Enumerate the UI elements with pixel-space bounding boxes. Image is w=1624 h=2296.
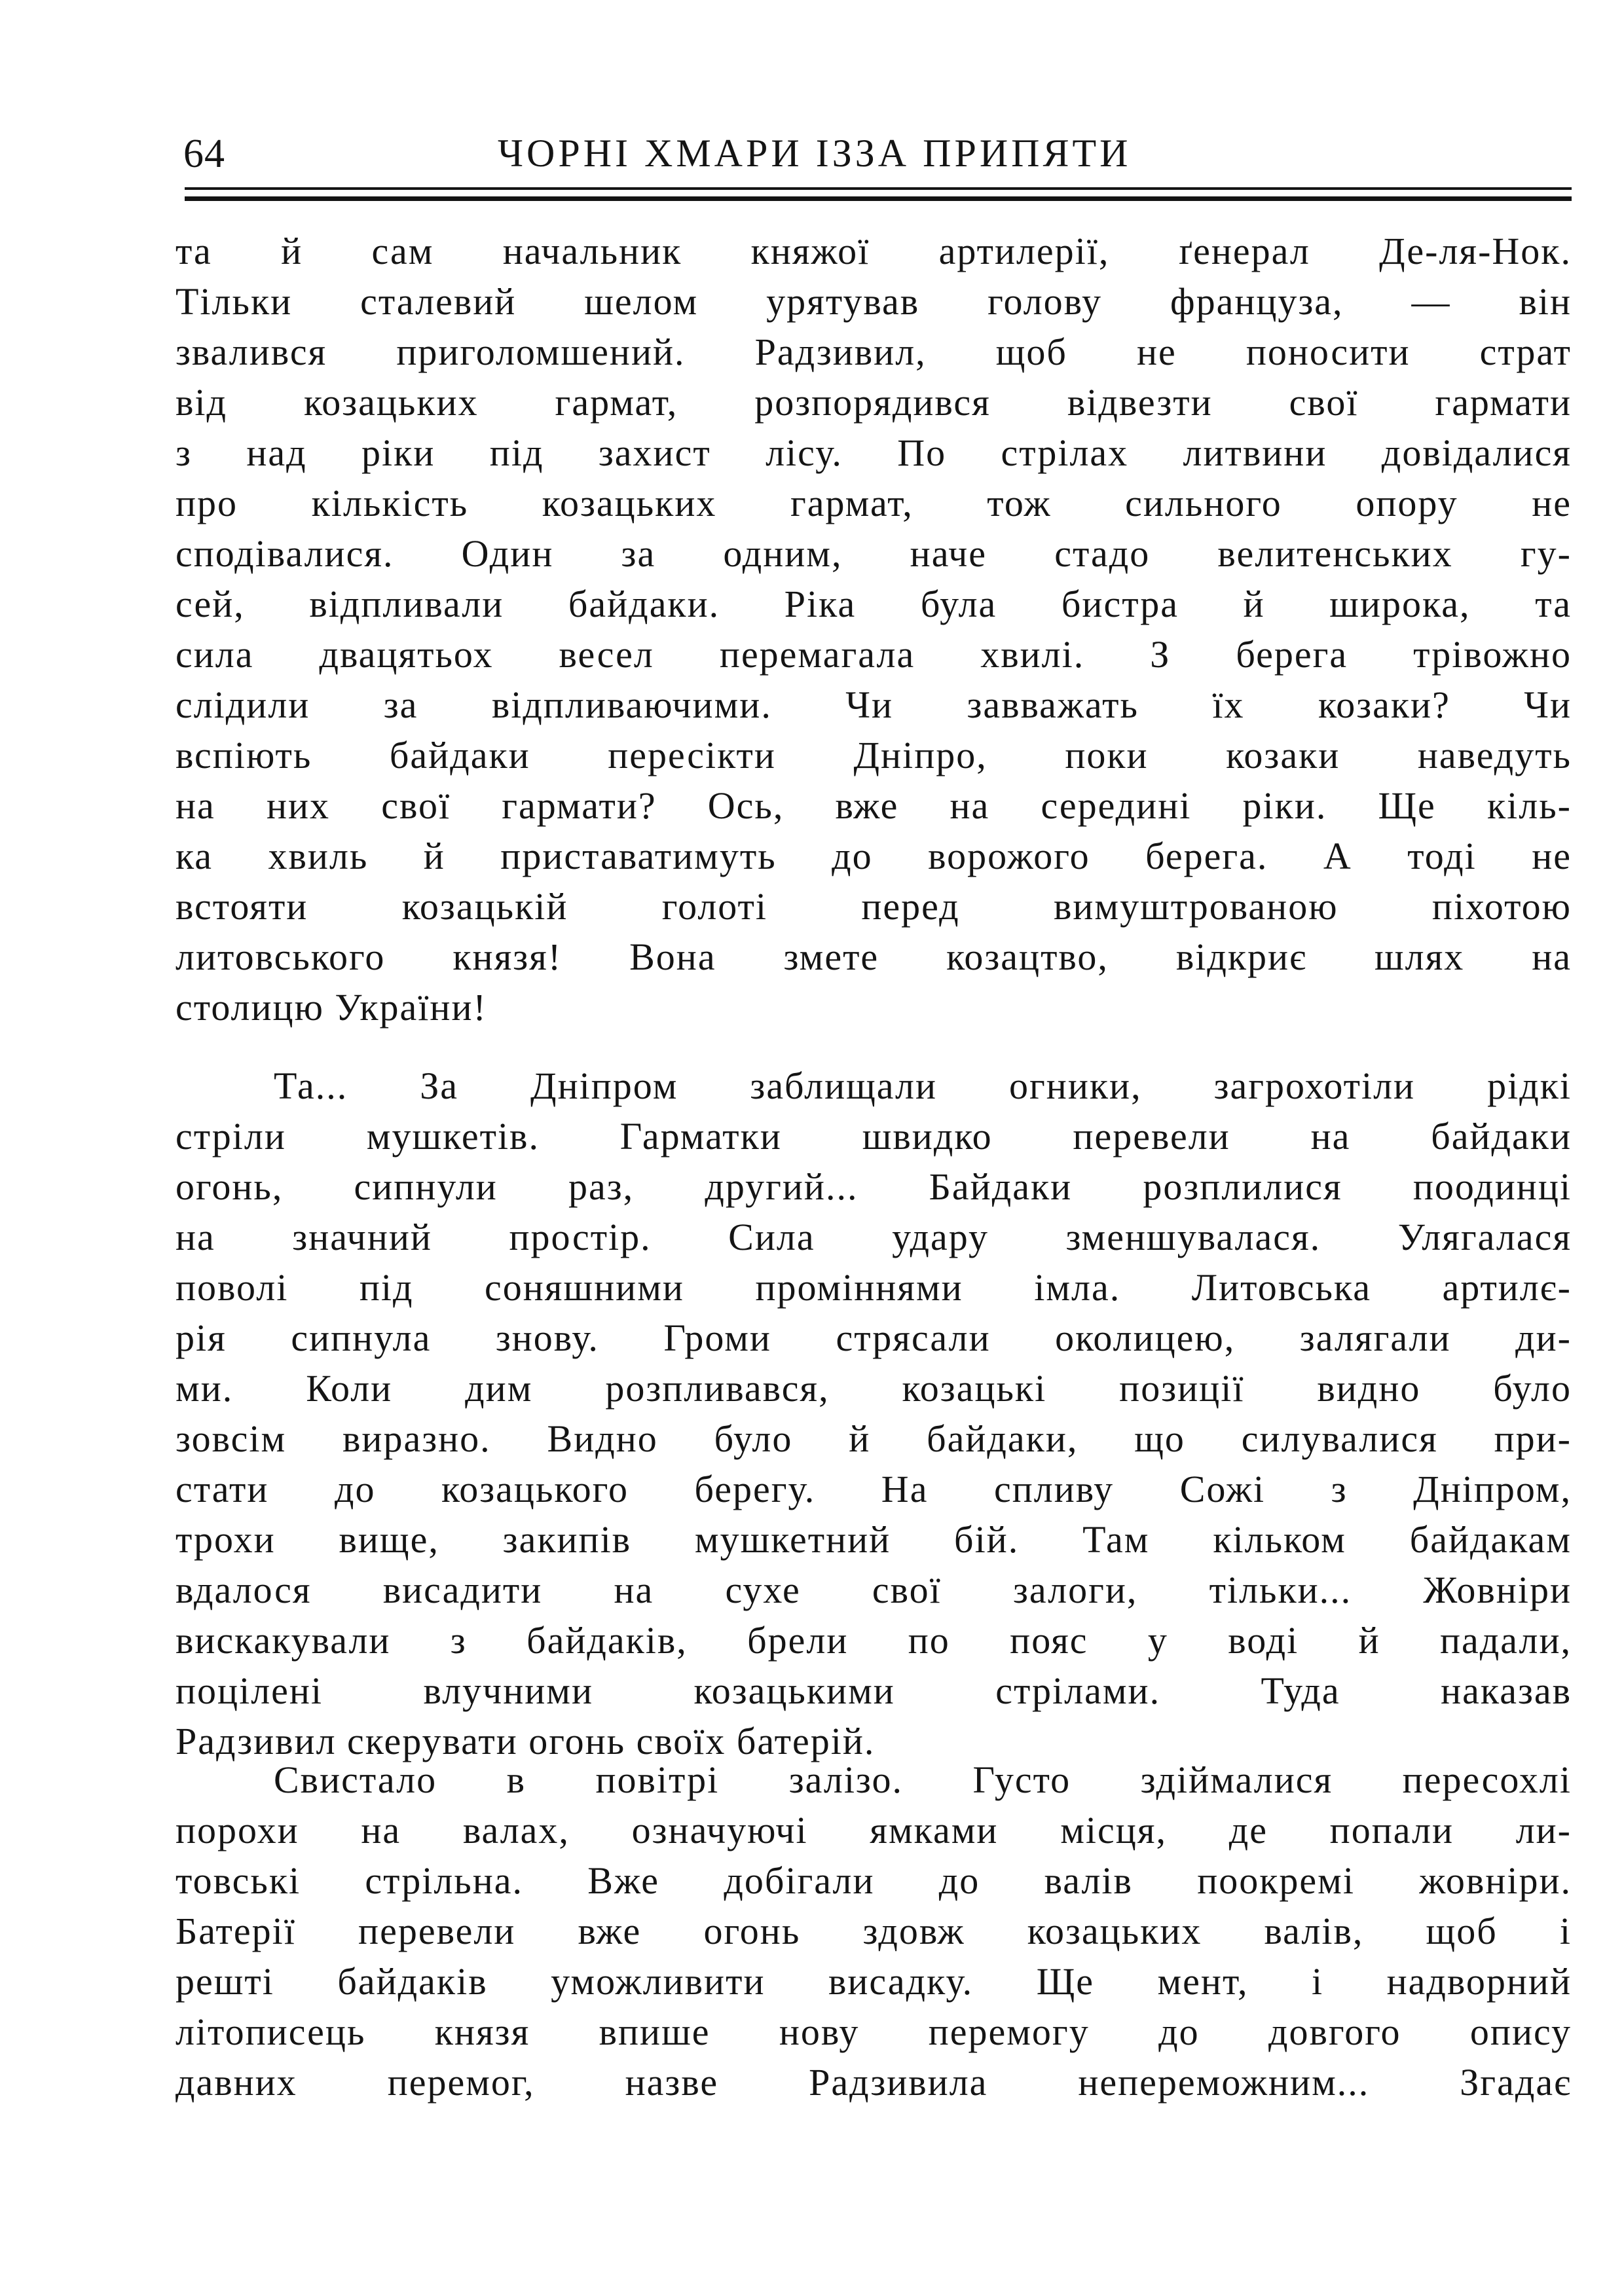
text-line: товські стрільна. Вже добігали до валів поокремі жовніри. [175,1859,1572,1902]
text-line: огонь, сипнули раз, другий... Байдаки розплилися поодинці [175,1165,1572,1208]
text-line: решті байдаків уможливити висадку. Ще мент, і надворний [175,1960,1572,2003]
text-line: про кількість козацьких гармат, тож сильного опору не [175,482,1572,524]
text-line: вискакували з байдаків, брели по пояс у воді й падали, [175,1619,1572,1662]
text-line: на них свої гармати? Ось, вже на середині ріки. Ще кіль- [175,784,1572,827]
running-title: ЧОРНІ ХМАРИ ІЗЗА ПРИПЯТИ [498,132,1132,175]
text-line: Батерії перевели вже огонь здовж козацьких валів, щоб і [175,1910,1572,1952]
text-line: ми. Коли дим розпливався, козацькі позиції видно було [175,1367,1572,1410]
text-line: поцілені влучними козацькими стрілами. Туда наказав [175,1669,1572,1712]
text-line: сила двацятьох весел перемагала хвилі. З берега трівожно [175,633,1572,676]
text-line: вдалося висадити на сухе свої залоги, тільки... Жовніри [175,1569,1572,1611]
text-line: встояти козацькій голоті перед вимуштрованою піхотою [175,885,1572,928]
text-line: порохи на валах, означуючі ямками місця, де попали ли- [175,1809,1572,1851]
paragraph-3 [175,1755,1572,2107]
text-line: від козацьких гармат, розпорядився відвезти свої гармати [175,381,1572,424]
text-line: звалився приголомшений. Радзивил, щоб не поносити страт [175,331,1572,373]
text-line: рія сипнула знову. Громи стрясали околицею, залягали ди- [175,1317,1572,1359]
text-line: стати до козацького берегу. На спливу Сожі з Дніпром, [175,1468,1572,1510]
text-line: зовсім виразно. Видно було й байдаки, що силувалися при- [175,1417,1572,1460]
text-line: сей, відпливали байдаки. Ріка була бистра й широка, та [175,583,1572,625]
text-line: на значний простір. Сила удару зменшувалася. Улягалася [175,1216,1572,1258]
text-line: Та... За Дніпром заблищали огники, загрохотіли рідкі [274,1065,1572,1107]
text-line: вспіють байдаки пересікти Дніпро, поки козаки наведуть [175,734,1572,776]
header-rule-thin [185,187,1572,190]
header-rule-thick [185,196,1572,201]
text-line: ка хвиль й приставатимуть до ворожого берега. А тоді не [175,835,1572,877]
page-number: 64 [183,132,225,176]
text-line: литовського князя! Вона змете козацтво, відкриє шлях на [175,936,1572,978]
text-line: з над ріки під захист лісу. По стрілах литвини довідалися [175,431,1572,474]
text-line: столицю України! [175,986,487,1029]
paragraph-1 [175,226,1572,1032]
paragraph-2 [175,1061,1572,1766]
text-line: сподівалися. Один за одним, наче стадо велитенських гу- [175,532,1572,575]
text-line: давних перемог, назве Радзивила непереможним... Згадає [175,2061,1572,2104]
text-line: трохи вище, закипів мушкетний бій. Там кільком байдакам [175,1518,1572,1561]
text-line: поволі під соняшними проміннями імла. Литовська артилє- [175,1266,1572,1309]
page-header [183,131,1572,183]
text-line: стріли мушкетів. Гарматки швидко перевели на байдаки [175,1115,1572,1157]
text-line: літописець князя впише нову перемогу до довгого опису [175,2011,1572,2053]
text-line: слідили за відпливаючими. Чи завважать їх козаки? Чи [175,683,1572,726]
text-line: та й сам начальник княжої артилерії, ґенерал Де-ля-Нок. [175,230,1572,272]
text-line: Радзивил скерувати огонь своїх батерій. [175,1720,876,1762]
text-line: Свистало в повітрі залізо. Густо здіймалися пересохлі [274,1758,1572,1801]
text-line: Тільки сталевий шелом урятував голову француза, — він [175,280,1572,323]
